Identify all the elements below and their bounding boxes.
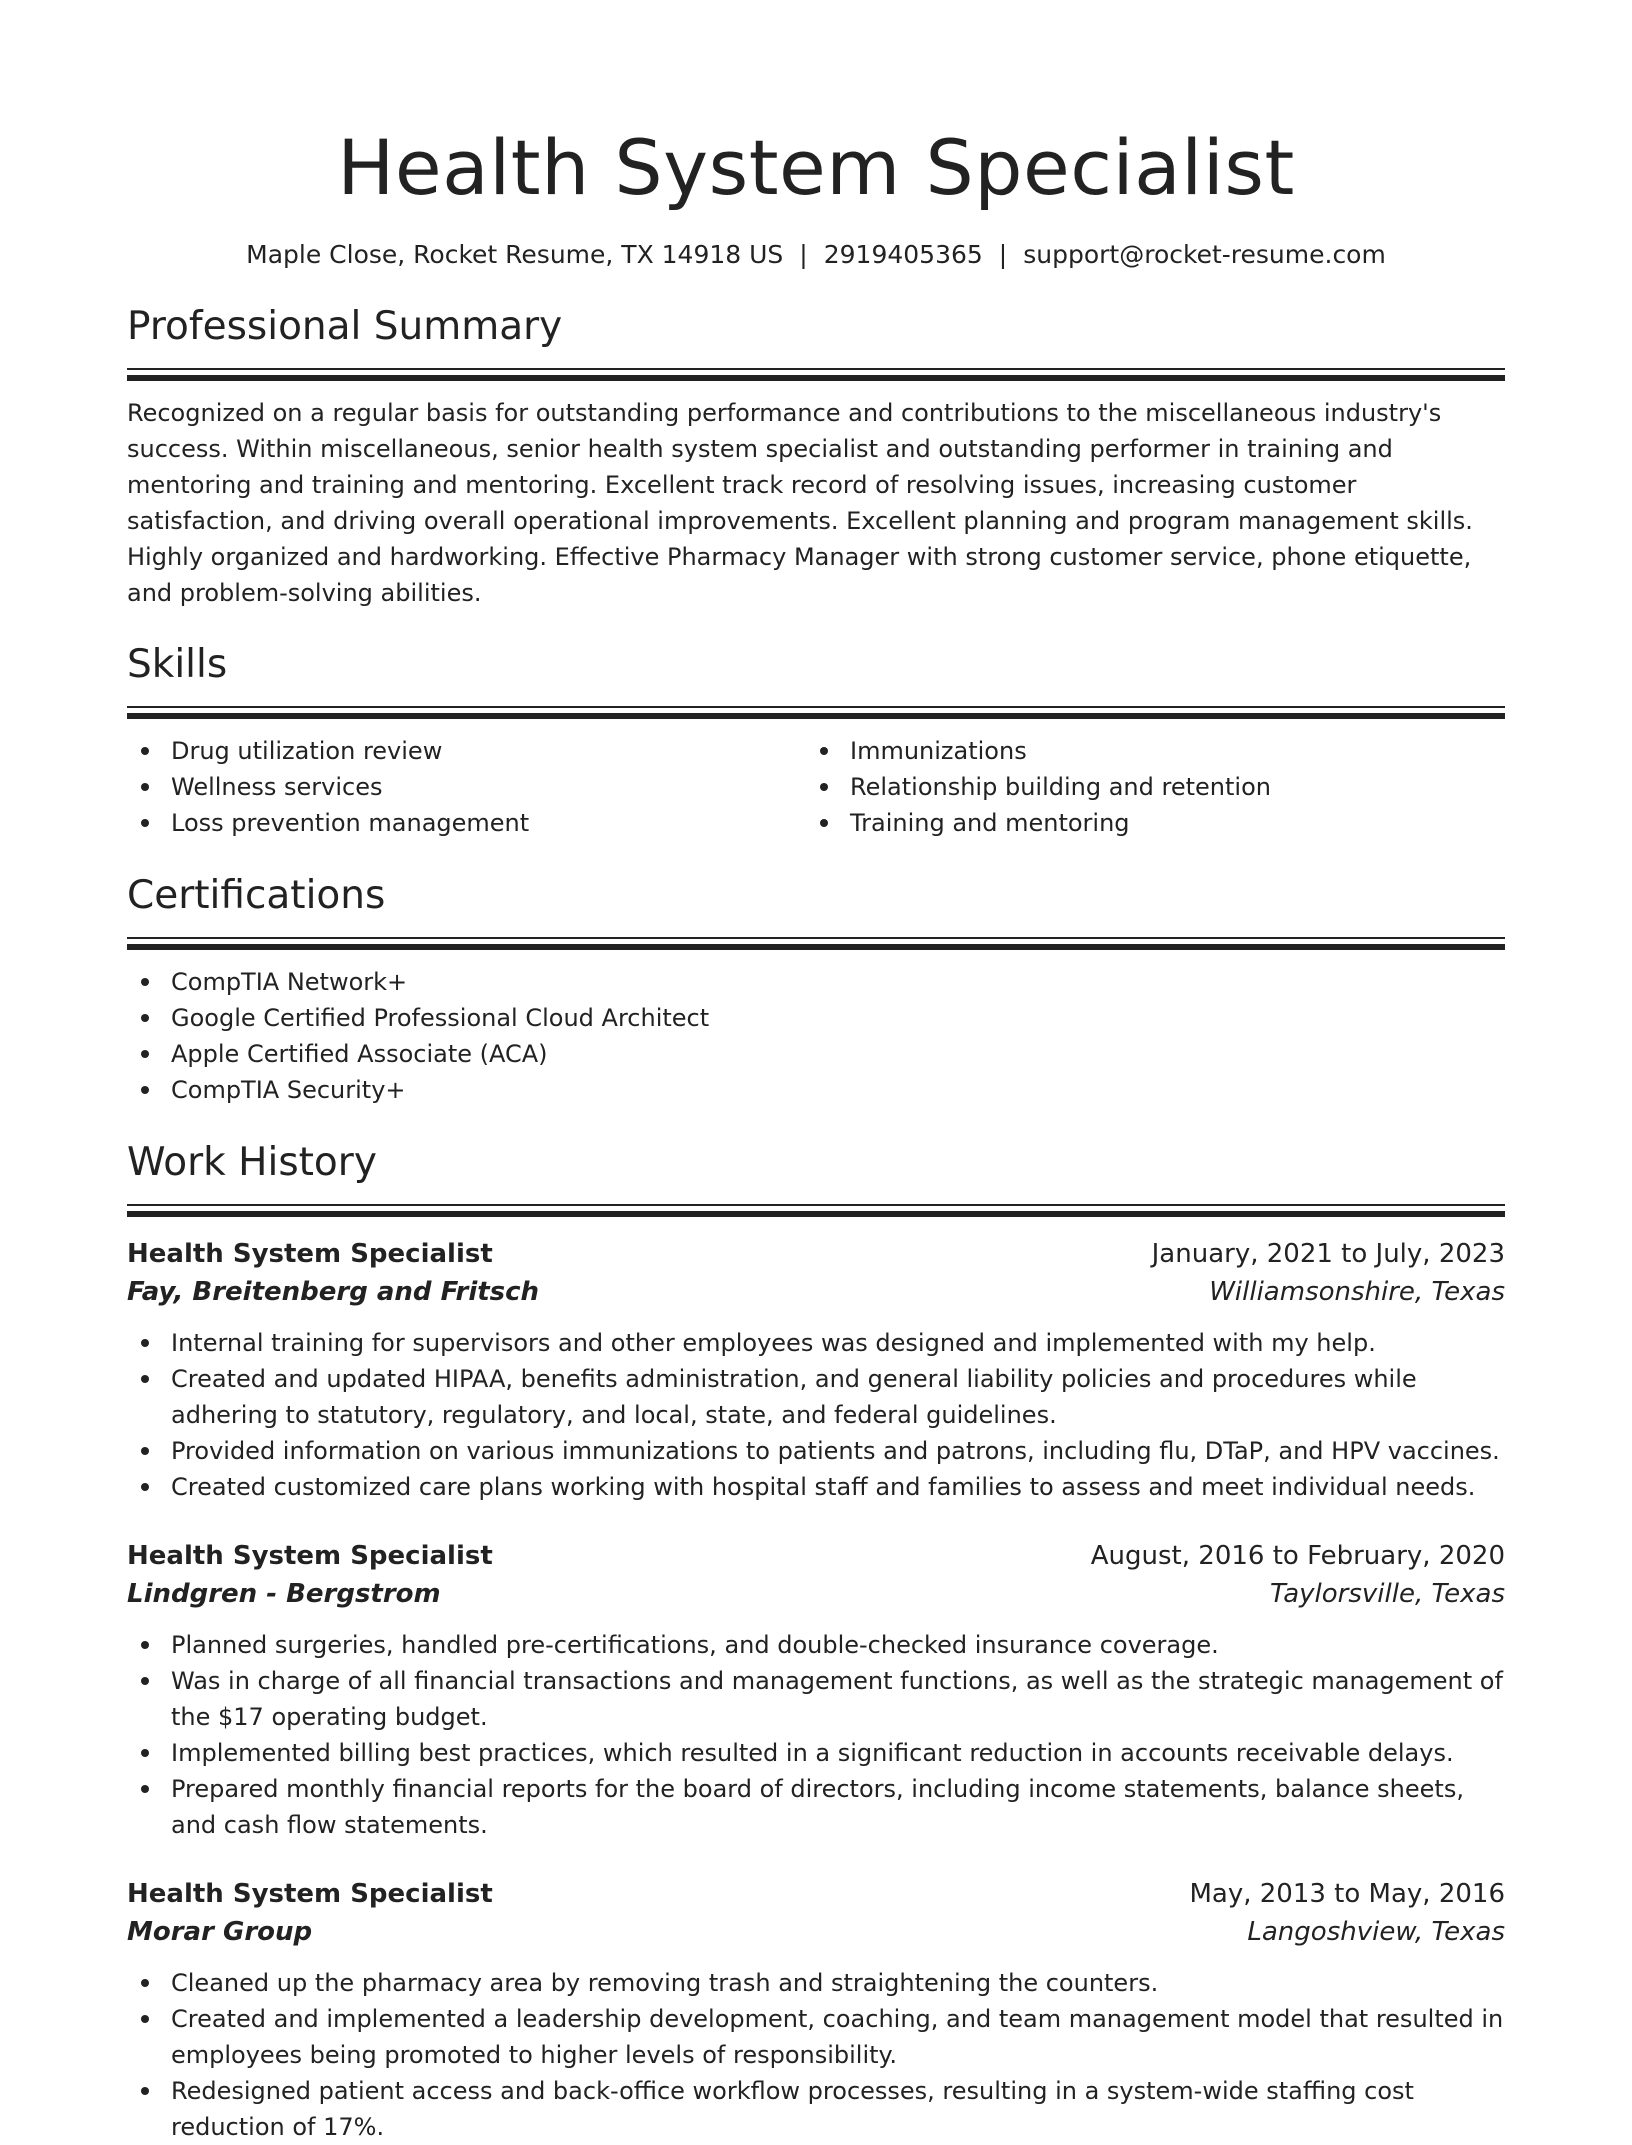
job-subheader	[127, 1575, 1505, 1613]
job-title: Health System Specialist	[127, 1239, 493, 1269]
resume-page	[127, 0, 1505, 2145]
job-location: Taylorsville, Texas	[1270, 1579, 1505, 1609]
job-bullet: Was in charge of all financial transactions and management functions, as well as the strategic management of the $17 operating budget.	[127, 1663, 1505, 1735]
skill-item: Training and mentoring	[806, 805, 1485, 841]
section-title-summary: Professional Summary	[127, 304, 563, 349]
job-bullet: Internal training for supervisors and other employees was designed and implemented with my help.	[127, 1325, 1505, 1361]
job-bullet: Planned surgeries, handled pre-certifications, and double-checked insurance coverage.	[127, 1627, 1505, 1663]
job-dates: May, 2013 to May, 2016	[1189, 1879, 1505, 1909]
job-company: Lindgren - Bergstrom	[127, 1579, 441, 1609]
job-bullet-list	[127, 1325, 1505, 1505]
job-location: Langoshview, Texas	[1247, 1917, 1505, 1947]
job-header	[127, 1235, 1505, 1273]
job-bullet: Implemented billing best practices, which resulted in a significant reduction in accounts receivable delays.	[127, 1735, 1505, 1771]
certification-item: Apple Certified Associate (ACA)	[127, 1036, 1505, 1072]
section-title-certifications: Certifications	[127, 873, 386, 918]
contact-separator: |	[799, 240, 808, 269]
summary-section	[127, 302, 1505, 611]
job-entry	[127, 1875, 1505, 2145]
job-dates: August, 2016 to February, 2020	[1090, 1541, 1505, 1571]
certification-item: Google Certified Professional Cloud Architect	[127, 1000, 1505, 1036]
job-subheader	[127, 1273, 1505, 1311]
job-bullet: Created customized care plans working with hospital staff and families to assess and meet individual needs.	[127, 1469, 1505, 1505]
job-bullet: Created and updated HIPAA, benefits administration, and general liability policies and procedures while adhering to statutory, regulatory, and local, state, and federal guidelines.	[127, 1361, 1505, 1433]
job-bullet-list	[127, 1965, 1505, 2145]
contact-line	[127, 238, 1505, 272]
job-bullet-list	[127, 1627, 1505, 1843]
contact-separator: |	[998, 240, 1008, 269]
skills-section	[127, 640, 1505, 841]
certification-item: CompTIA Network+	[127, 964, 1505, 1000]
job-location: Williamsonshire, Texas	[1209, 1277, 1505, 1307]
contact-phone: 2919405365	[823, 240, 983, 269]
skill-item: Wellness services	[127, 769, 806, 805]
contact-email: support@rocket-resume.com	[1023, 240, 1386, 269]
job-header	[127, 1537, 1505, 1575]
certifications-section	[127, 871, 1505, 1108]
certification-list	[127, 964, 1505, 1108]
skills-column-right	[806, 733, 1485, 841]
job-header	[127, 1875, 1505, 1913]
job-title: Health System Specialist	[127, 1541, 493, 1571]
skills-columns	[127, 733, 1505, 841]
section-title-skills: Skills	[127, 642, 228, 687]
job-subheader	[127, 1913, 1505, 1951]
job-entry	[127, 1537, 1505, 1843]
section-divider	[127, 937, 1505, 950]
job-title: Health System Specialist	[127, 1879, 493, 1909]
section-title-work-history: Work History	[127, 1140, 377, 1185]
work-history-section	[127, 1138, 1505, 2145]
skill-item: Loss prevention management	[127, 805, 806, 841]
skills-column-left	[127, 733, 806, 841]
skill-item: Drug utilization review	[127, 733, 806, 769]
job-bullet: Prepared monthly financial reports for the board of directors, including income statements, balance sheets, and cash flow statements.	[127, 1771, 1505, 1843]
job-bullet: Cleaned up the pharmacy area by removing trash and straightening the counters.	[127, 1965, 1505, 2001]
summary-text: Recognized on a regular basis for outstanding performance and contributions to the miscellaneous industry's success. Within miscellaneous, senior health system specialist and outstanding performer in training and mentoring and training and mentoring. Excellent track record of resolving issues, increasing customer satisfaction, and driving overall operational improvements. Excellent planning and program management skills. Highly organized and hardworking. Effective Pharmacy Manager with strong customer service, phone etiquette, and problem-solving abilities.	[127, 399, 1473, 607]
section-divider	[127, 368, 1505, 381]
candidate-name: Health System Specialist	[337, 123, 1295, 212]
job-dates: January, 2021 to July, 2023	[1151, 1239, 1505, 1269]
job-company: Morar Group	[127, 1917, 313, 1947]
certification-item: CompTIA Security+	[127, 1072, 1505, 1108]
contact-address: Maple Close, Rocket Resume, TX 14918 US	[246, 240, 784, 269]
job-bullet: Provided information on various immunizations to patients and patrons, including flu, DTaP, and HPV vaccines.	[127, 1433, 1505, 1469]
skill-item: Relationship building and retention	[806, 769, 1485, 805]
skill-item: Immunizations	[806, 733, 1485, 769]
job-bullet: Redesigned patient access and back-office workflow processes, resulting in a system-wide staffing cost reduction of 17%.	[127, 2073, 1505, 2145]
job-company: Fay, Breitenberg and Fritsch	[127, 1277, 540, 1307]
job-bullet: Created and implemented a leadership development, coaching, and team management model that resulted in employees being promoted to higher levels of responsibility.	[127, 2001, 1505, 2073]
section-divider	[127, 706, 1505, 719]
section-divider	[127, 1204, 1505, 1217]
job-entry	[127, 1235, 1505, 1505]
